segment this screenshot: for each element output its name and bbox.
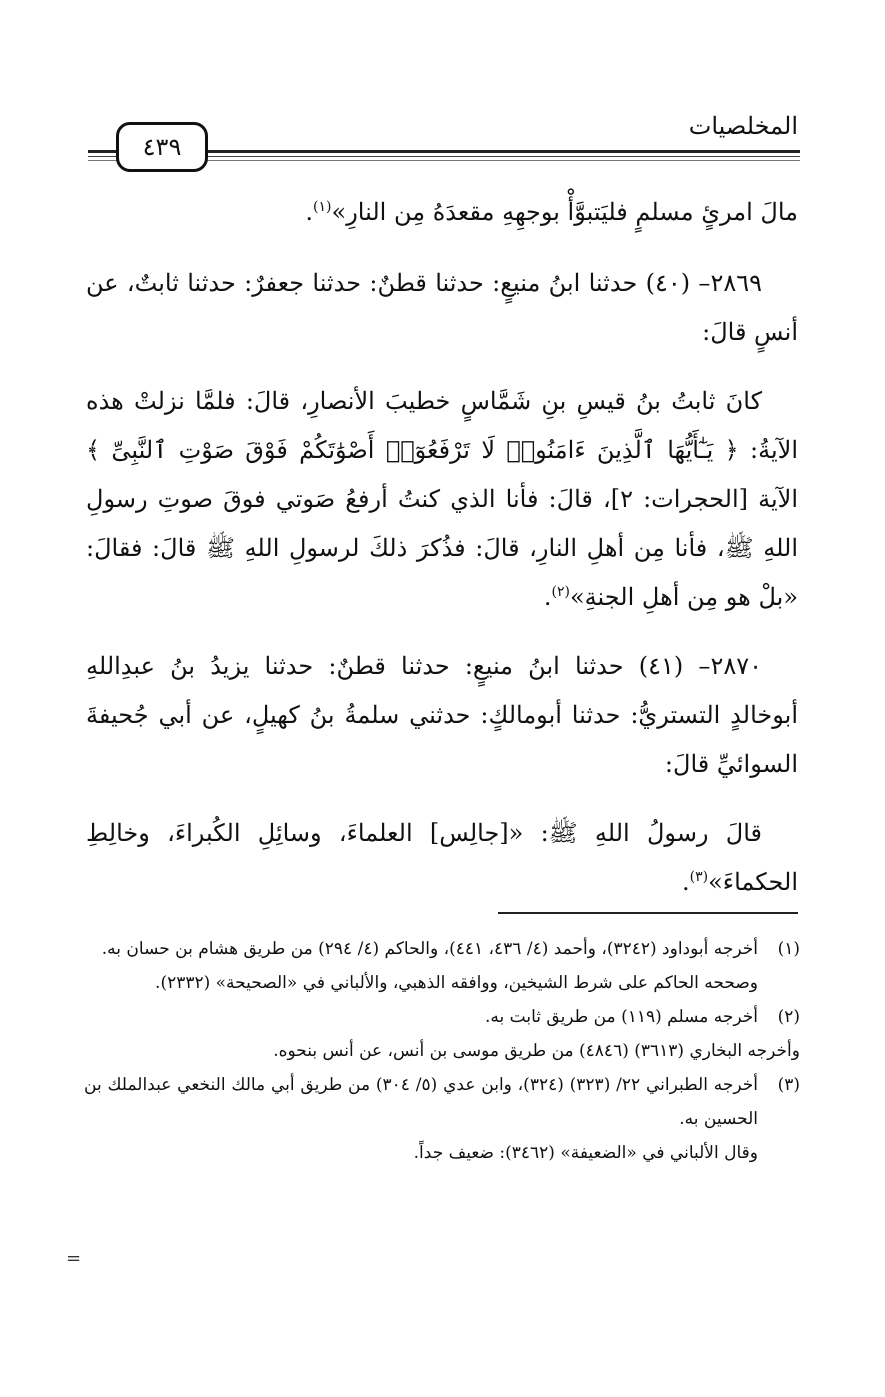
margin-mark: = xyxy=(66,1248,82,1269)
footnote-3: (٣) أخرجه الطبراني ٢٢/ (٣٢٣) (٣٢٤)، وابن عدي (٥/ ٣٠٤) من طريق أبي مالك النخعي عبدالملك بن الحسين به. xyxy=(84,1068,800,1136)
footnote-number: (٢) xyxy=(777,1007,800,1027)
footnote-ref: (١) xyxy=(313,199,332,215)
footnotes xyxy=(84,932,800,1170)
footnote-3-line: وقال الألباني في «الضعيفة» (٣٤٦٢): ضعيف جداً. xyxy=(413,1143,758,1163)
hadith-isnad-2870: ٢٨٧٠– (٤١) حدثنا ابنُ منيعٍ: حدثنا قطنٌ: حدثنا يزيدُ بنُ عبدِاللهِ أبوخالدٍ التستريُّ: حدثنا أبومالكٍ: حدثني سلمةُ بنُ كهيلٍ، عن أبي جُحيفةَ السوائيِّ قالَ: xyxy=(86,652,798,778)
footnote-number: (٣) xyxy=(777,1075,800,1095)
footnote-ref: (٢) xyxy=(551,584,570,600)
book-title: المخلصيات xyxy=(681,112,798,140)
hadith-matn-2869: كانَ ثابتُ بنُ قيسِ بنِ شَمَّاسٍ خطيبَ الأنصارِ، قالَ: فلمَّا نزلتْ هذه الآيةُ: ﴿ يَـٰٓأَيُّهَا ٱلَّذِينَ ءَامَنُوا۟ لَا تَرْفَعُوٓا۟ أَصْوَٰتَكُمْ فَوْقَ صَوْتِ ٱلنَّبِىِّ ﴾ الآية [الحجرات: ٢]، قالَ: فأنا الذي كنتُ أرفعُ صَوتي فوقَ صوتِ رسولِ اللهِ ﷺ، فأنا مِن أهلِ النارِ، قالَ: فذُكرَ ذلكَ لرسولِ اللهِ ﷺ قالَ: فقالَ: «بلْ هو مِن أهلِ الجنةِ»$^{(٢)}$. xyxy=(86,387,799,611)
footnote-1: (١) أخرجه أبوداود (٣٢٤٢)، وأحمد (٤/ ٤٣٦، ٤٤١)، والحاكم (٤/ ٢٩٤) من طريق هشام بن حسان به. xyxy=(84,932,800,966)
page-number: ٤٣٩ xyxy=(142,133,182,161)
main-text xyxy=(86,188,798,927)
footnote-2: (٢) أخرجه مسلم (١١٩) من طريق ثابت به. xyxy=(84,1000,800,1034)
hadith-matn-2870: قالَ رسولُ اللهِ ﷺ: «[جالِس] العلماءَ، وسائِلِ الكُبراءَ، وخالِطِ الحكماءَ»$^{(٣)}$. xyxy=(86,819,798,896)
footnote-number: (١) xyxy=(777,939,800,959)
hadith-isnad-2869: ٢٨٦٩– (٤٠) حدثنا ابنُ منيعٍ: حدثنا قطنٌ: حدثنا جعفرٌ: حدثنا ثابتٌ، عن أنسٍ قالَ: xyxy=(86,269,798,346)
footnote-1-line: وصححه الحاكم على شرط الشيخين، ووافقه الذهبي، والألباني في «الصحيحة» (٢٣٣٢). xyxy=(155,973,758,993)
footnote-separator xyxy=(498,912,798,914)
footnote-ref: (٣) xyxy=(689,869,709,885)
page-header xyxy=(88,110,800,172)
footnote-2-line: وأخرجه البخاري (٣٦١٣) (٤٨٤٦) من طريق موسى بن أنس، عن أنس بنحوه. xyxy=(273,1041,800,1061)
paragraph-continuation: مالَ امرئٍ مسلمٍ فليَتبوَّأْ بوجهِهِ مقعدَهُ مِن النارِ»$^{(١)}$. xyxy=(305,198,798,226)
page-number-box xyxy=(116,122,208,172)
